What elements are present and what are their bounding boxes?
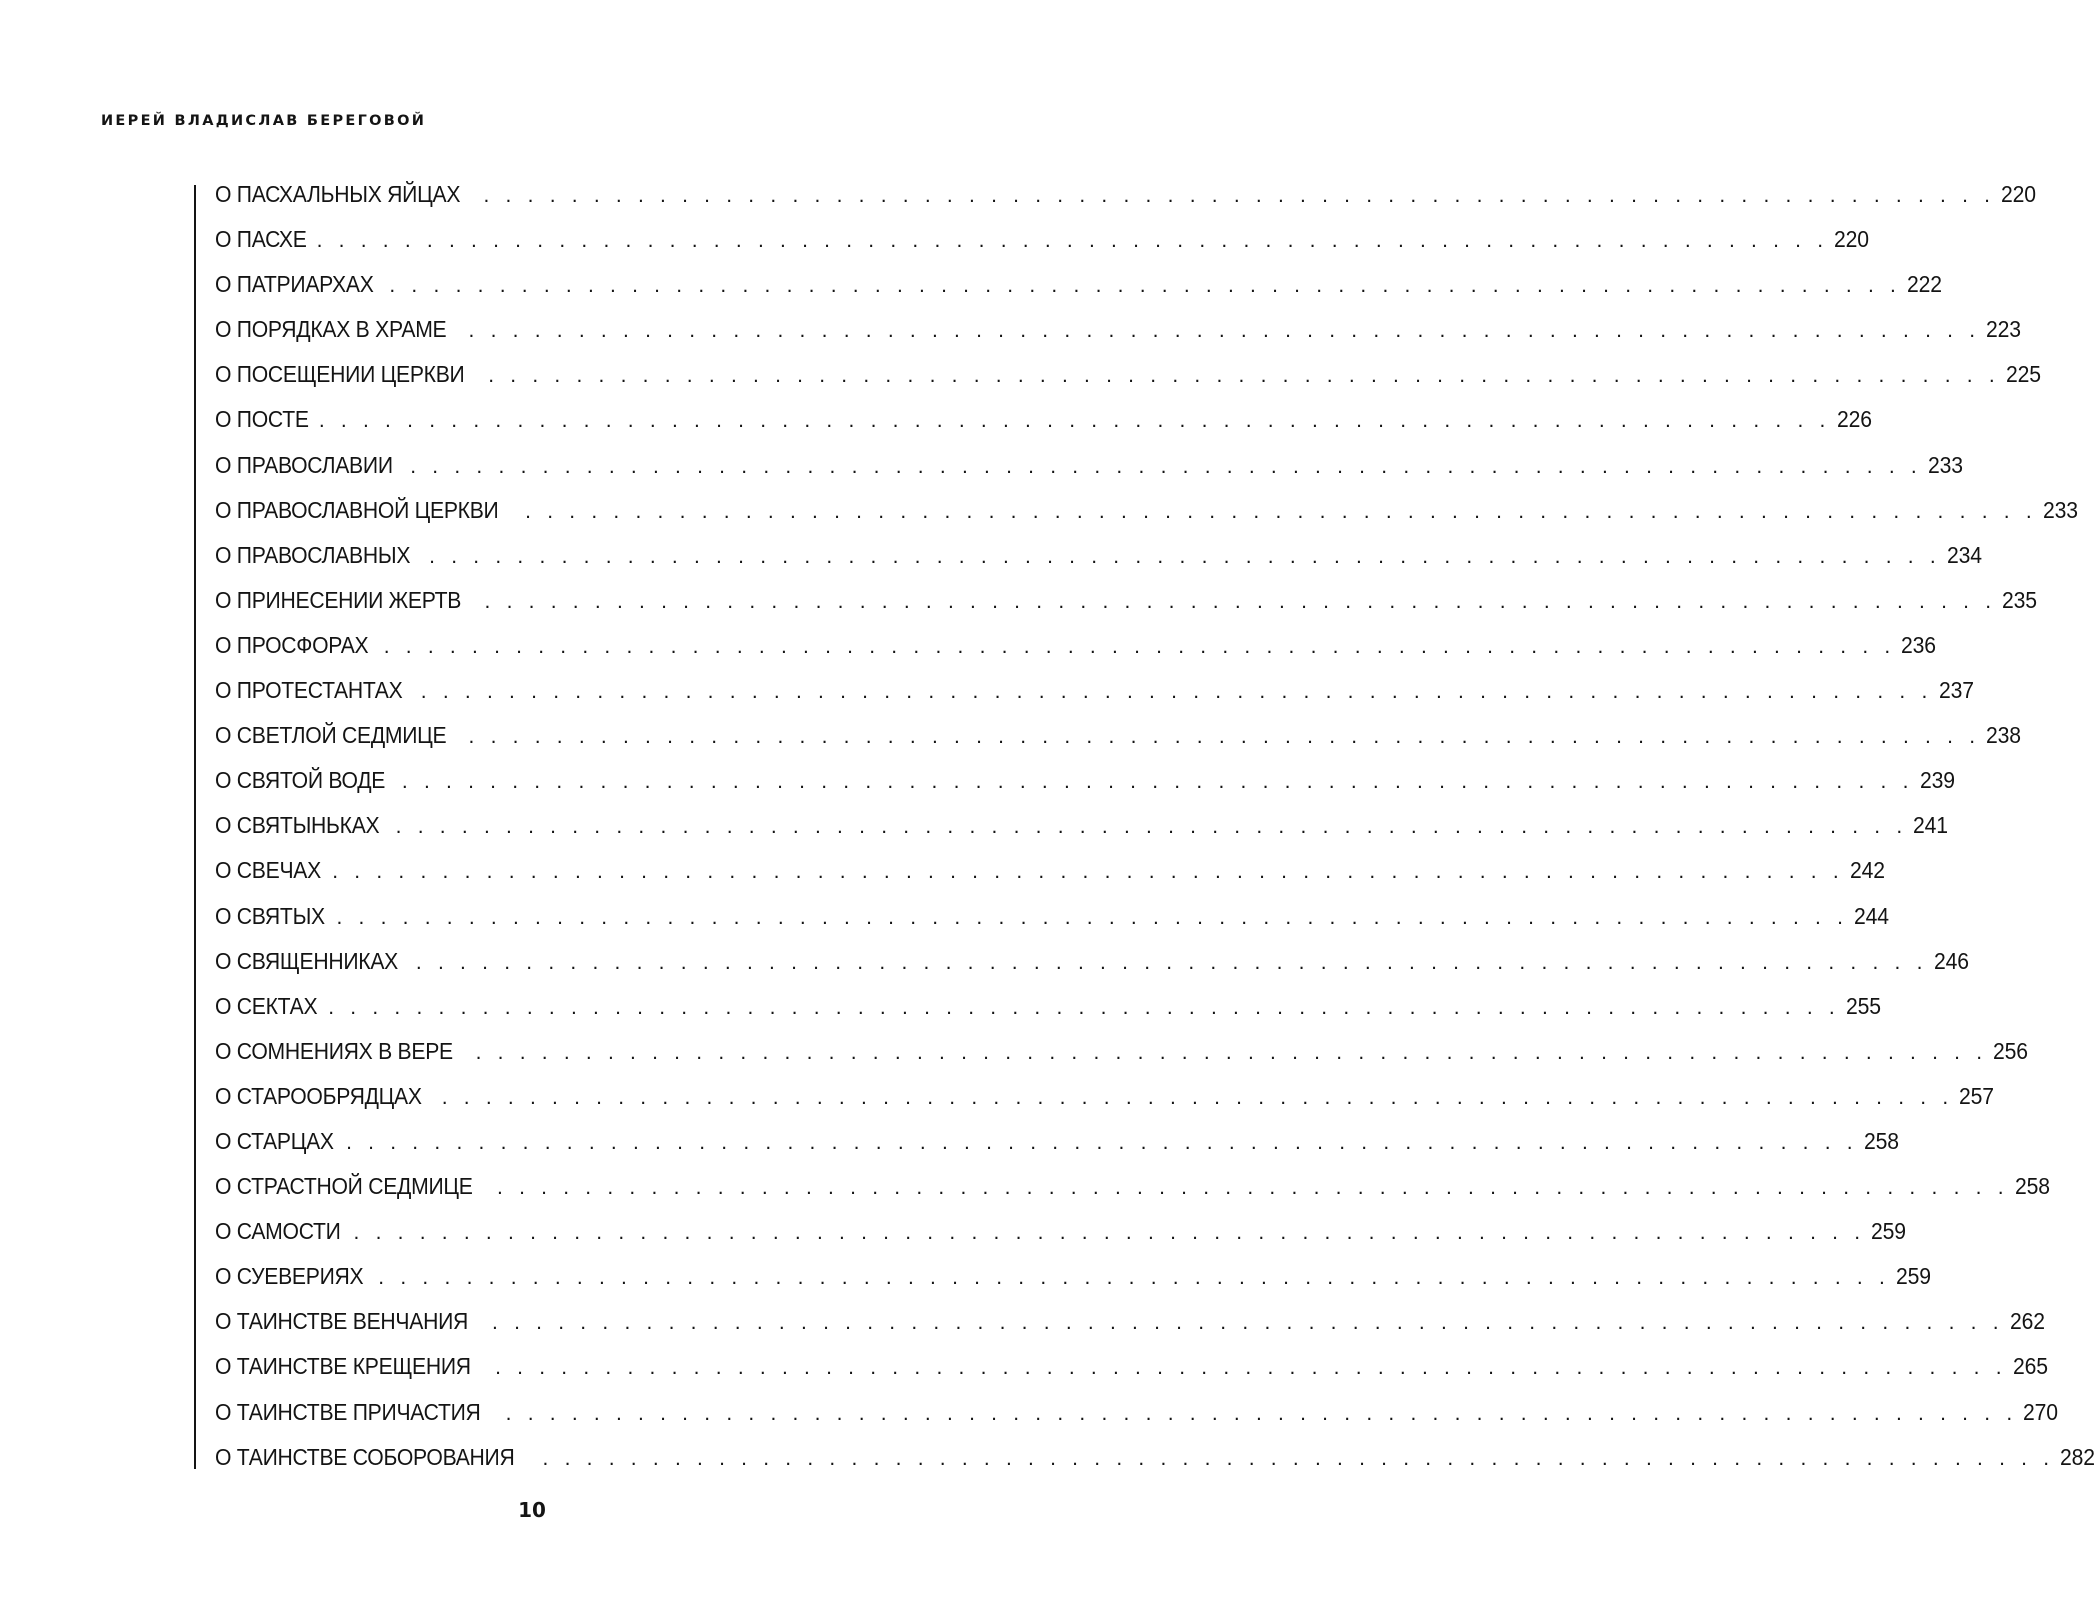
toc-entry bbox=[215, 992, 1881, 1037]
toc-entry-page-number: 236 bbox=[1901, 631, 1937, 658]
toc-dot-leader: . . . . . . . . . . . . . . . . . . . . . . . . . . . . . . . . . . . . . . . . . . . . . . . . . . . . . . . . . . . . . . . . . . . . . bbox=[484, 589, 1997, 613]
toc-entry bbox=[215, 1037, 2029, 1082]
toc-entry-page-number: 262 bbox=[2009, 1308, 2045, 1335]
toc-entry-page-number: 259 bbox=[1871, 1218, 1907, 1245]
toc-entry bbox=[215, 360, 2041, 405]
toc-entry-title: О ПРИНЕСЕНИИ ЖЕРТВ bbox=[215, 586, 462, 613]
toc-entry bbox=[215, 1398, 2059, 1443]
toc-entry-title: О ТАИНСТВЕ СОБОРОВАНИЯ bbox=[215, 1443, 515, 1470]
page-number: 10 bbox=[518, 1498, 546, 1522]
toc-dot-leader: . . . . . . . . . . . . . . . . . . . . . . . . . . . . . . . . . . . . . . . . . . . . . . . . . . . . . . . . . . . . . . . . . . . . . bbox=[401, 770, 1914, 794]
toc-entry-page-number: 259 bbox=[1896, 1263, 1931, 1290]
toc-entry-title: О ТАИНСТВЕ ВЕНЧАНИЯ bbox=[215, 1308, 469, 1335]
toc-dot-leader: . . . . . . . . . . . . . . . . . . . . . . . . . . . . . . . . . . . . . . . . . . . . . . . . . . . . . . . . . . . . . . . . . . . . . bbox=[415, 950, 1928, 974]
toc-entry bbox=[215, 180, 2036, 225]
toc-entry bbox=[215, 1262, 1931, 1307]
toc-entry bbox=[215, 496, 2078, 541]
toc-entry-page-number: 258 bbox=[2014, 1173, 2050, 1200]
toc-entry-title: О ПАСХАЛЬНЫХ ЯЙЦАХ bbox=[215, 181, 461, 207]
toc-entry-title: О САМОСТИ bbox=[215, 1218, 341, 1245]
toc-entry-title: О ПАСХЕ bbox=[215, 226, 307, 253]
toc-entry-page-number: 222 bbox=[1907, 271, 1942, 298]
toc-entry-title: О СЕКТАХ bbox=[215, 992, 318, 1019]
toc-dot-leader: . . . . . . . . . . . . . . . . . . . . . . . . . . . . . . . . . . . . . . . . . . . . . . . . . . . . . . . . . . . . . . . . . . . . . bbox=[389, 274, 1902, 298]
toc-entry-title: О ПОСТЕ bbox=[215, 406, 309, 433]
toc-entry bbox=[215, 451, 1963, 496]
toc-dot-leader: . . . . . . . . . . . . . . . . . . . . . . . . . . . . . . . . . . . . . . . . . . . . . . . . . . . . . . . . . . . . . . . . . . . . . bbox=[383, 634, 1896, 658]
toc-entry-page-number: 235 bbox=[2002, 586, 2038, 613]
toc-entry bbox=[215, 811, 1949, 856]
toc-entry-page-number: 225 bbox=[2005, 361, 2041, 388]
toc-entry bbox=[215, 1172, 2050, 1217]
toc-entry bbox=[215, 766, 1955, 811]
toc-entry-title: О ТАИНСТВЕ КРЕЩЕНИЯ bbox=[215, 1353, 471, 1380]
toc-entry-page-number: 265 bbox=[2012, 1353, 2048, 1380]
toc-entry-page-number: 239 bbox=[1919, 767, 1955, 794]
toc-dot-leader: . . . . . . . . . . . . . . . . . . . . . . . . . . . . . . . . . . . . . . . . . . . . . . . . . . . . . . . . . . . . . . . . . . . . . bbox=[525, 499, 2037, 523]
toc-entry bbox=[215, 586, 2038, 631]
toc-dot-leader: . . . . . . . . . . . . . . . . . . . . . . . . . . . . . . . . . . . . . . . . . . . . . . . . . . . . . . . . . . . . . . . . . . . . . bbox=[332, 860, 1844, 884]
toc-dot-leader: . . . . . . . . . . . . . . . . . . . . . . . . . . . . . . . . . . . . . . . . . . . . . . . . . . . . . . . . . . . . . . . . . . . . . bbox=[346, 1130, 1858, 1154]
toc-entry-title: О СВЯЩЕННИКАХ bbox=[215, 947, 399, 974]
toc-entry-page-number: 233 bbox=[1927, 451, 1963, 478]
toc-entry-page-number: 255 bbox=[1845, 992, 1881, 1019]
toc-dot-leader: . . . . . . . . . . . . . . . . . . . . . . . . . . . . . . . . . . . . . . . . . . . . . . . . . . . . . . . . . . . . . . . . . . . . . bbox=[378, 1266, 1891, 1290]
toc-entry-page-number: 223 bbox=[1986, 316, 2022, 343]
toc-entry bbox=[215, 947, 1969, 992]
toc-entry bbox=[215, 541, 1982, 586]
toc-entry-page-number: 234 bbox=[1946, 541, 1982, 568]
toc-entry bbox=[215, 1443, 2095, 1488]
toc-entry bbox=[215, 1127, 1899, 1172]
toc-entry-page-number: 220 bbox=[2001, 181, 2036, 207]
toc-entry-title: О ПРОСФОРАХ bbox=[215, 631, 369, 658]
toc-dot-leader: . . . . . . . . . . . . . . . . . . . . . . . . . . . . . . . . . . . . . . . . . . . . . . . . . . . . . . . . . . . . . . . . . . . . . bbox=[495, 1356, 2007, 1380]
toc-entry bbox=[215, 1352, 2048, 1397]
toc-entry-title: О СТРАСТНОЙ СЕДМИЦЕ bbox=[215, 1173, 473, 1200]
toc-entry bbox=[215, 405, 1872, 450]
toc-dot-leader: . . . . . . . . . . . . . . . . . . . . . . . . . . . . . . . . . . . . . . . . . . . . . . . . . . . . . . . . . . . . . . . . . . . . . bbox=[336, 905, 1849, 929]
toc-entry bbox=[215, 225, 1870, 270]
toc-entry-page-number: 244 bbox=[1854, 902, 1889, 929]
toc-entry-page-number: 220 bbox=[1834, 226, 1870, 253]
toc-entry-page-number: 257 bbox=[1959, 1082, 1995, 1109]
toc-vertical-rule bbox=[194, 185, 196, 1469]
toc-dot-leader: . . . . . . . . . . . . . . . . . . . . . . . . . . . . . . . . . . . . . . . . . . . . . . . . . . . . . . . . . . . . . . . . . . . . . bbox=[497, 1176, 2009, 1200]
toc-dot-leader: . . . . . . . . . . . . . . . . . . . . . . . . . . . . . . . . . . . . . . . . . . . . . . . . . . . . . . . . . . . . . . . . . . . . . bbox=[468, 319, 1981, 343]
toc-entry-title: О ПРОТЕСТАНТАХ bbox=[215, 677, 403, 704]
toc-entry-page-number: 226 bbox=[1836, 406, 1872, 433]
toc-dot-leader: . . . . . . . . . . . . . . . . . . . . . . . . . . . . . . . . . . . . . . . . . . . . . . . . . . . . . . . . . . . . . . . . . . . . . bbox=[488, 364, 2000, 388]
toc-dot-leader: . . . . . . . . . . . . . . . . . . . . . . . . . . . . . . . . . . . . . . . . . . . . . . . . . . . . . . . . . . . . . . . . . . . . . bbox=[542, 1446, 2055, 1470]
toc-entry-title: О СВЕЧАХ bbox=[215, 857, 321, 884]
toc-entry bbox=[215, 856, 1885, 901]
running-head: ИЕРЕЙ ВЛАДИСЛАВ БЕРЕГОВОЙ bbox=[101, 113, 427, 129]
toc-entry-page-number: 270 bbox=[2023, 1398, 2059, 1425]
toc-entry-title: О СВЯТЫХ bbox=[215, 902, 325, 929]
toc-entry-title: О СВЕТЛОЙ СЕДМИЦЕ bbox=[215, 722, 447, 749]
toc-dot-leader: . . . . . . . . . . . . . . . . . . . . . . . . . . . . . . . . . . . . . . . . . . . . . . . . . . . . . . . . . . . . . . . . . . . . . bbox=[328, 995, 1840, 1019]
toc-dot-leader: . . . . . . . . . . . . . . . . . . . . . . . . . . . . . . . . . . . . . . . . . . . . . . . . . . . . . . . . . . . . . . . . . . . . . bbox=[410, 454, 1922, 478]
toc-entry-page-number: 258 bbox=[1863, 1127, 1899, 1154]
toc-dot-leader: . . . . . . . . . . . . . . . . . . . . . . . . . . . . . . . . . . . . . . . . . . . . . . . . . . . . . . . . . . . . . . . . . . . . . bbox=[475, 1040, 1988, 1064]
toc-entry-title: О ПАТРИАРХАХ bbox=[215, 271, 374, 298]
toc-entry-title: О ПОРЯДКАХ В ХРАМЕ bbox=[215, 316, 447, 343]
toc-entry bbox=[215, 1307, 2045, 1352]
toc-dot-leader: . . . . . . . . . . . . . . . . . . . . . . . . . . . . . . . . . . . . . . . . . . . . . . . . . . . . . . . . . . . . . . . . . . . . . bbox=[505, 1401, 2018, 1425]
toc-entry-page-number: 237 bbox=[1938, 677, 1974, 704]
toc-entry-title: О СТАРЦАХ bbox=[215, 1127, 334, 1154]
toc-entry-title: О СВЯТОЙ ВОДЕ bbox=[215, 767, 386, 794]
toc-entry-page-number: 242 bbox=[1849, 857, 1885, 884]
toc-entry-title: О СВЯТЫНЬКАХ bbox=[215, 812, 380, 839]
toc-entry-title: О ПРАВОСЛАВНЫХ bbox=[215, 541, 411, 568]
toc-entry bbox=[215, 270, 1942, 315]
toc-dot-leader: . . . . . . . . . . . . . . . . . . . . . . . . . . . . . . . . . . . . . . . . . . . . . . . . . . . . . . . . . . . . . . . . . . . . . bbox=[420, 680, 1933, 704]
toc-entry-page-number: 238 bbox=[1986, 722, 2022, 749]
toc-dot-leader: . . . . . . . . . . . . . . . . . . . . . . . . . . . . . . . . . . . . . . . . . . . . . . . . . . . . . . . . . . . . . . . . . . . . . bbox=[441, 1085, 1954, 1109]
toc-dot-leader: . . . . . . . . . . . . . . . . . . . . . . . . . . . . . . . . . . . . . . . . . . . . . . . . . . . . . . . . . . . . . . . . . . . . . bbox=[395, 815, 1908, 839]
toc-entry-page-number: 246 bbox=[1933, 947, 1969, 974]
toc-entry-title: О ПРАВОСЛАВНОЙ ЦЕРКВИ bbox=[215, 496, 499, 523]
toc-entry bbox=[215, 721, 2022, 766]
toc-entry bbox=[215, 676, 1974, 721]
toc-dot-leader: . . . . . . . . . . . . . . . . . . . . . . . . . . . . . . . . . . . . . . . . . . . . . . . . . . . . . . . . . . . . . . . . . . . . . bbox=[468, 725, 1981, 749]
toc-entry-page-number: 256 bbox=[1993, 1037, 2029, 1064]
toc-entry-title: О СОМНЕНИЯХ В ВЕРЕ bbox=[215, 1037, 453, 1064]
toc-entry-title: О ТАИНСТВЕ ПРИЧАСТИЯ bbox=[215, 1398, 481, 1425]
toc-dot-leader: . . . . . . . . . . . . . . . . . . . . . . . . . . . . . . . . . . . . . . . . . . . . . . . . . . . . . . . . . . . . . . . . . . . . . bbox=[353, 1221, 1866, 1245]
toc-entry bbox=[215, 1217, 1907, 1262]
toc-dot-leader: . . . . . . . . . . . . . . . . . . . . . . . . . . . . . . . . . . . . . . . . . . . . . . . . . . . . . . . . . . . . . . . . . . . . . bbox=[492, 1311, 2004, 1335]
toc-entry-page-number: 233 bbox=[2042, 496, 2078, 523]
toc-entry-page-number: 241 bbox=[1913, 812, 1949, 839]
toc-entry-title: О ПРАВОСЛАВИИ bbox=[215, 451, 393, 478]
toc-entry-title: О СТАРООБРЯДЦАХ bbox=[215, 1082, 422, 1109]
toc-dot-leader: . . . . . . . . . . . . . . . . . . . . . . . . . . . . . . . . . . . . . . . . . . . . . . . . . . . . . . . . . . . . . . . . . . . . . bbox=[316, 229, 1829, 253]
toc-dot-leader: . . . . . . . . . . . . . . . . . . . . . . . . . . . . . . . . . . . . . . . . . . . . . . . . . . . . . . . . . . . . . . . . . . . . . bbox=[483, 184, 1996, 207]
toc-entry bbox=[215, 1082, 1995, 1127]
toc-entry bbox=[215, 902, 1889, 947]
toc-dot-leader: . . . . . . . . . . . . . . . . . . . . . . . . . . . . . . . . . . . . . . . . . . . . . . . . . . . . . . . . . . . . . . . . . . . . . bbox=[429, 544, 1941, 568]
toc-entry-page-number: 282 bbox=[2060, 1443, 2095, 1470]
toc-entry bbox=[215, 631, 1937, 676]
toc-entry bbox=[215, 315, 2022, 360]
toc-entry-title: О ПОСЕЩЕНИИ ЦЕРКВИ bbox=[215, 361, 465, 388]
toc-entry-title: О СУЕВЕРИЯХ bbox=[215, 1263, 364, 1290]
toc-dot-leader: . . . . . . . . . . . . . . . . . . . . . . . . . . . . . . . . . . . . . . . . . . . . . . . . . . . . . . . . . . . . . . . . . . . . . bbox=[318, 409, 1831, 433]
table-of-contents bbox=[215, 180, 2095, 1488]
